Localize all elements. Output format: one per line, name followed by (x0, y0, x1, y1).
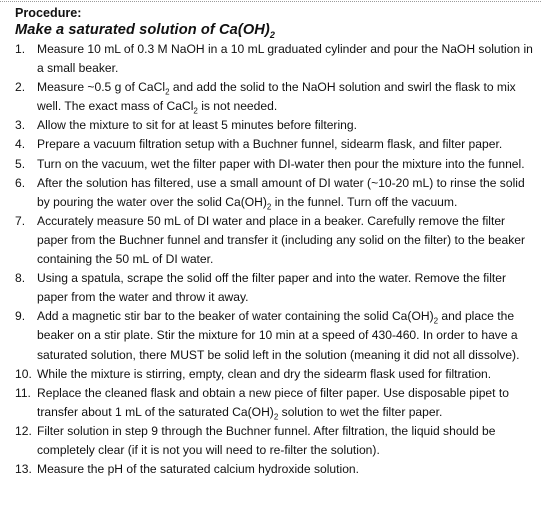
step-text-segment: While the mixture is stirring, empty, clean and dry the sidearm flask used for filtration. (37, 366, 492, 381)
step-number: 7. (15, 213, 26, 228)
step-number: 5. (15, 156, 26, 171)
step-number: 6. (15, 175, 26, 190)
procedure-step (15, 174, 537, 212)
step-text (37, 118, 357, 132)
step-text-segment: Filter solution in step 9 through the Buchner funnel. After filtration, the liquid should be completely clear (if it is not you will need to re-filter the solution). (37, 423, 496, 457)
step-text (37, 42, 533, 75)
procedure-step (15, 78, 537, 116)
subscript: 2 (165, 87, 170, 97)
step-text-segment: Measure ~0.5 g of CaCl (37, 80, 166, 95)
procedure-step (15, 307, 537, 364)
procedure-step (15, 135, 537, 154)
step-number: 2. (15, 80, 26, 95)
step-text-segment: Replace the cleaned flask and obtain a new piece of filter paper. Use disposable pipet to transfer about 1 mL of the saturated Ca(OH) (37, 385, 509, 419)
step-text-segment: and place the beaker on a stir plate. Stir the mixture for 10 min at a speed of 430-460. In order to have a saturated solution, there MUST be solid left in the solution (meaning it did not all dissolve). (37, 309, 520, 362)
procedure-step (15, 384, 537, 422)
procedure-step (15, 365, 537, 384)
step-text-segment: in the funnel. Turn off the vacuum. (271, 194, 458, 209)
step-text (37, 214, 525, 266)
step-number: 11. (15, 385, 31, 400)
subscript: 2 (273, 412, 279, 422)
step-text-segment: solution to wet the filter paper. (278, 404, 443, 419)
step-text (37, 80, 516, 116)
subscript: 2 (193, 106, 198, 116)
step-number: 3. (15, 118, 26, 133)
subscript: 2 (433, 316, 439, 326)
step-number: 9. (15, 309, 26, 324)
step-text (37, 157, 525, 171)
step-text-segment: is not needed. (197, 99, 278, 114)
step-text-segment: Using a spatula, scrape the solid off the filter paper and into the water. Remove the filter paper from the water and throw it away. (37, 271, 507, 305)
procedure-steps-list (15, 40, 537, 479)
step-text-segment: Turn on the vacuum, wet the filter paper with DI-water then pour the mixture into the funnel. (37, 156, 525, 171)
step-text (37, 424, 496, 457)
procedure-step (15, 269, 537, 307)
step-text-segment: Allow the mixture to sit for at least 5 minutes before filtering. (37, 118, 357, 133)
step-text-segment: Accurately measure 50 mL of DI water and place in a beaker. Carefully remove the filter paper from the Buchner funnel and transfer it (including any solid on the filter) to the beaker containing the 50 mL of DI water. (37, 213, 526, 267)
step-text (37, 385, 509, 422)
procedure-step (15, 40, 537, 78)
procedure-step (15, 155, 537, 174)
step-number: 12. (15, 423, 32, 438)
step-number: 13. (15, 462, 32, 477)
section-heading-subscript: 2 (269, 29, 275, 40)
procedure-step (15, 422, 537, 460)
section-heading-text: Make a saturated solution of Ca(OH) (15, 22, 270, 38)
step-text (37, 175, 525, 212)
step-number: 10. (15, 366, 32, 381)
subscript: 2 (266, 202, 272, 212)
step-text-segment: Measure 10 mL of 0.3 M NaOH in a 10 mL graduated cylinder and pour the NaOH solution in a small beaker. (37, 42, 533, 76)
procedure-step (15, 460, 537, 479)
step-number: 4. (15, 137, 26, 152)
top-divider (0, 1, 541, 2)
step-text (37, 367, 491, 381)
step-text-segment: After the solution has filtered, use a small amount of DI water (~10-20 mL) to rinse the solid by pouring the water over the solid Ca(OH) (37, 175, 525, 209)
step-text (37, 462, 359, 476)
step-text (37, 309, 519, 361)
step-text-segment: Add a magnetic stir bar to the beaker of water containing the solid Ca(OH) (37, 309, 434, 324)
procedure-step (15, 212, 537, 269)
step-number: 8. (15, 271, 26, 286)
step-text (37, 137, 502, 151)
step-text-segment: and add the solid to the NaOH solution and swirl the flask to mix well. The exact mass of CaCl (37, 80, 516, 114)
step-text (37, 271, 506, 304)
step-number: 1. (15, 42, 26, 56)
step-text-segment: Prepare a vacuum filtration setup with a Buchner funnel, sidearm flask, and filter paper. (37, 137, 503, 152)
procedure-label: Procedure: (15, 6, 82, 20)
procedure-step (15, 116, 537, 135)
step-text-segment: Measure the pH of the saturated calcium hydroxide solution. (37, 462, 360, 477)
